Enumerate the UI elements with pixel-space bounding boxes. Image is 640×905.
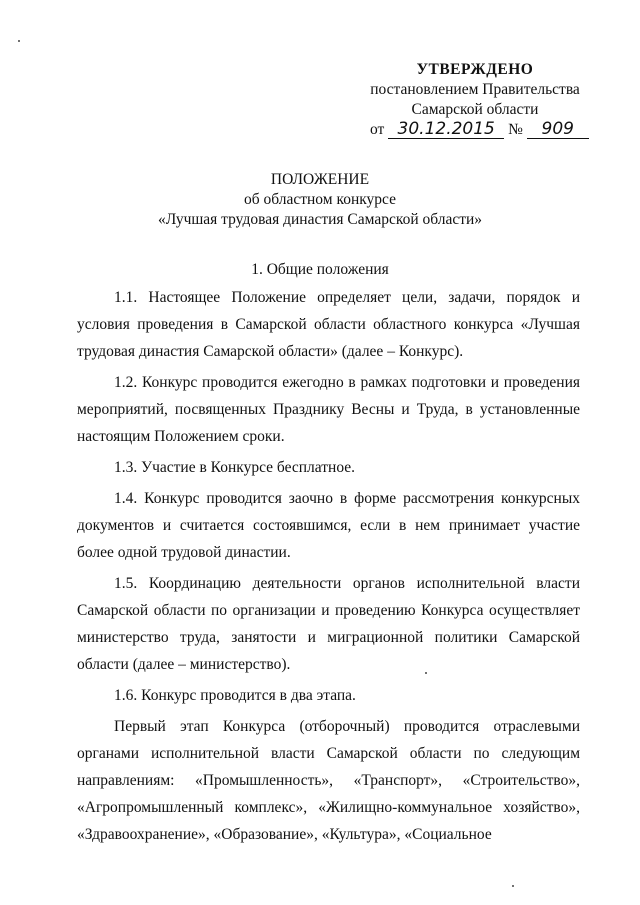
approval-stamp-block <box>360 60 590 140</box>
paragraph-1-4: 1.4. Конкурс проводится заочно в форме рассмотрения конкурсных документов и считается состоявшимся, если в нем принимает участие более одной трудовой династии. <box>77 490 580 561</box>
scan-speck <box>512 885 514 887</box>
handwritten-number: 909 <box>527 120 589 139</box>
handwritten-date: 30.12.2015 <box>388 120 504 139</box>
document-title-block <box>40 170 600 230</box>
paragraph-first-stage: Первый этап Конкурса (отборочный) проводится отраслевыми органами исполнительной власти Самарской области по следующим направлениям: «Промышленность», «Транспорт», «Строительство», «Агропромышленный комплекс», «Жилищно-коммунальное хозяйство», «Здравоохранение», «Образование», «Культура», «Социальное <box>77 718 580 843</box>
paragraph-1-3: 1.3. Участие в Конкурсе бесплатное. <box>114 459 356 476</box>
paragraph-1-1: 1.1. Настоящее Положение определяет цели, задачи, порядок и условия проведения в Самарской области областного конкурса «Лучшая трудовая династия Самарской области» (далее – Конкурс). <box>77 289 580 360</box>
approval-line-2: Самарской области <box>411 101 539 118</box>
document-subtitle-1: об областном конкурсе <box>243 191 396 208</box>
section-body <box>77 284 580 852</box>
approval-date-line <box>360 120 590 140</box>
paragraph-1-5: 1.5. Координацию деятельности органов исполнительной власти Самарской области по организации и проведению Конкурса осуществляет министерство труда, занятости и миграционной политики Самарской области (далее – министерство). <box>77 575 580 673</box>
scan-speck <box>18 40 20 42</box>
document-subtitle-2: «Лучшая трудовая династия Самарской области» <box>157 211 483 228</box>
approval-title: УТВЕРЖДЕНО <box>416 61 534 78</box>
section-heading: 1. Общие положения <box>251 261 389 278</box>
approval-number-prefix: № <box>508 121 523 138</box>
approval-line-1: постановлением Правительства <box>370 81 580 98</box>
paragraph-1-2: 1.2. Конкурс проводится ежегодно в рамках подготовки и проведения мероприятий, посвященных Празднику Весны и Труда, в установленные настоящим Положением сроки. <box>77 374 580 445</box>
approval-from-prefix: от <box>370 121 385 138</box>
document-title: ПОЛОЖЕНИЕ <box>270 171 370 188</box>
paragraph-1-6: 1.6. Конкурс проводится в два этапа. <box>114 687 356 704</box>
